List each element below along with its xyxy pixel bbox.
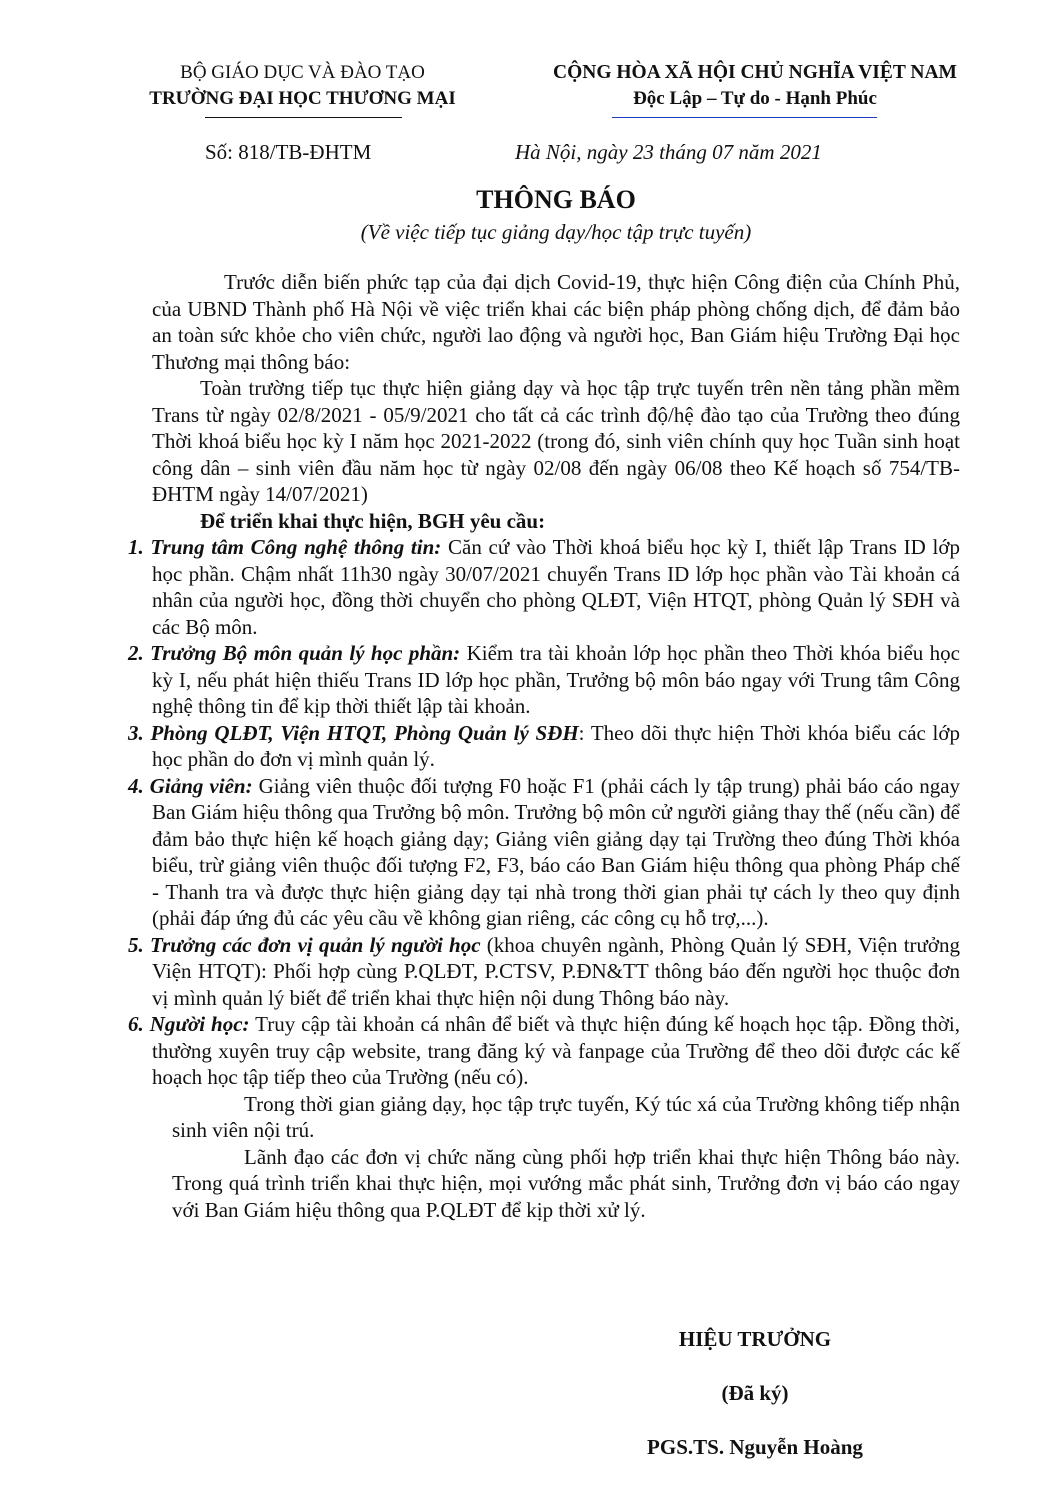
list-item: [128, 932, 960, 1012]
item-title: Người học:: [149, 1012, 250, 1036]
list-item: [128, 534, 960, 640]
intro-paragraph: Trước diễn biến phức tạp của đại dịch Covid-19, thực hiện Công điện của Chính Phủ, của UBND Thành phố Hà Nội về việc triển khai các biện pháp phòng chống dịch, để đảm bảo an toàn sức khỏe cho viên chức, người lao động và người học, Ban Giám hiệu Trường Đại học Thương mại thông báo:: [152, 270, 960, 374]
item-number: 4.: [128, 773, 144, 798]
requirements-heading: Để triển khai thực hiện, BGH yêu cầu:: [200, 508, 546, 533]
item-text: Kiểm tra tài khoản lớp học phần theo Thời khóa biểu học kỳ I, nếu phát hiện thiếu Trans ID lớp học phần, Trưởng bộ môn báo ngay với Trung tâm Công nghệ thông tin để kịp thời thiết lập tài khoản.: [152, 641, 960, 718]
list-item: [128, 720, 960, 773]
closing-paragraph: Lãnh đạo các đơn vị chức năng cùng phối hợp triển khai thực hiện Thông báo này. Trong quá trình triển khai thực hiện, mọi vướng mắc phát sinh, Trưởng đơn vị báo cáo ngay với Ban Giám hiệu thông qua P.QLĐT để kịp thời xử lý.: [172, 1144, 960, 1222]
item-title: Trưởng các đơn vị quản lý người học: [150, 932, 481, 957]
item-text: (khoa chuyên ngành, Phòng Quản lý SĐH, Viện trưởng Viện HTQT): Phối hợp cùng P.QLĐT, P.CTSV, P.ĐN&TT thông báo đến người học thuộc đơn vị mình quản lý biết để triển khai thực hiện nội dung Thông báo này.: [152, 932, 961, 1010]
university-underline: [205, 117, 402, 118]
signer-name: PGS.TS. Nguyễn Hoàng: [647, 1435, 863, 1459]
item-text: Căn cứ vào Thời khoá biểu học kỳ I, thiết lập Trans ID lớp học phần. Chậm nhất 11h30 ngày 30/07/2021 chuyển Trans ID lớp học phần vào Tài khoản cá nhân của người học, đồng thời chuyển cho phòng QLĐT, Viện HTQT, phòng Quản lý SĐH và các Bộ môn.: [152, 535, 960, 639]
item-text: Truy cập tài khoản cá nhân để biết và thực hiện đúng kế hoạch học tập. Đồng thời, thường xuyên truy cập website, trang đăng ký và fanpage của Trường để theo dõi được các kế hoạch học tập tiếp theo của Trường (nếu có).: [152, 1012, 961, 1089]
document-body: [128, 269, 961, 1223]
document-number: Số: 818/TB-ĐHTM: [205, 140, 372, 164]
ministry-name: BỘ GIÁO DỤC VÀ ĐÀO TẠO: [180, 62, 425, 83]
place-date: Hà Nội, ngày 23 tháng 07 năm 2021: [515, 140, 822, 164]
item-number: 5.: [128, 932, 144, 957]
university-name: TRƯỜNG ĐẠI HỌC THƯƠNG MẠI: [149, 88, 456, 109]
signature-status: (Đã ký): [721, 1381, 789, 1405]
closing-paragraph: Trong thời gian giảng dạy, học tập trực tuyến, Ký túc xá của Trường không tiếp nhận sinh viên nội trú.: [172, 1091, 960, 1142]
item-number: 1.: [128, 535, 144, 559]
document-subtitle: (Về việc tiếp tục giảng dạy/học tập trực tuyến): [360, 220, 752, 244]
item-text: Giảng viên thuộc đối tượng F0 hoặc F1 (phải cách ly tập trung) phải báo cáo ngay Ban Giám hiệu thông qua Trưởng bộ môn. Trưởng bộ môn cử người giảng thay thế (nếu cần) để đảm bảo thực hiện kế hoạch giảng dạy; Giảng viên giảng dạy tại Trường theo đúng Thời khóa biểu, trừ giảng viên thuộc đối tượng F2, F3, báo cáo Ban Giám hiệu thông qua phòng Pháp chế - Thanh tra và được thực hiện giảng dạy tại nhà trong thời gian phải tự cách ly theo quy định (phải đáp ứng đủ các yêu cầu về không gian riêng, các công cụ hỗ trợ,...).: [152, 773, 961, 930]
item-number: 2.: [128, 641, 144, 665]
list-item: [128, 1011, 960, 1091]
item-title: Phòng QLĐT, Viện HTQT, Phòng Quản lý SĐH: [150, 720, 579, 745]
item-number: 3.: [128, 720, 144, 745]
motto-underline: [612, 117, 877, 118]
item-text: : Theo dõi thực hiện Thời khóa biểu các lớp học phần do đơn vị mình quản lý.: [152, 720, 960, 771]
list-item: [128, 773, 960, 932]
item-title: Trung tâm Công nghệ thông tin:: [150, 535, 442, 559]
item-number: 6.: [128, 1012, 144, 1036]
list-item: [128, 640, 960, 720]
national-motto: Độc Lập – Tự do - Hạnh Phúc: [633, 88, 877, 109]
document-title: THÔNG BÁO: [476, 185, 636, 214]
item-title: Giảng viên:: [149, 773, 253, 798]
intro-paragraph: Toàn trường tiếp tục thực hiện giảng dạy và học tập trực tuyến trên nền tảng phần mềm Trans từ ngày 02/8/2021 - 05/9/2021 cho tất cả các trình độ/hệ đào tạo của Trường theo đúng Thời khoá biểu học kỳ I năm học 2021-2022 (trong đó, sinh viên chính quy học Tuần sinh hoạt công dân – sinh viên đầu năm học từ ngày 02/08 đến ngày 06/08 theo Kế hoạch số 754/TB-ĐHTM ngày 14/07/2021): [152, 376, 960, 506]
item-title: Trưởng Bộ môn quản lý học phần:: [150, 641, 461, 665]
republic-name: CỘNG HÒA XÃ HỘI CHỦ NGHĨA VIỆT NAM: [553, 62, 957, 83]
signer-position: HIỆU TRƯỞNG: [678, 1327, 832, 1351]
